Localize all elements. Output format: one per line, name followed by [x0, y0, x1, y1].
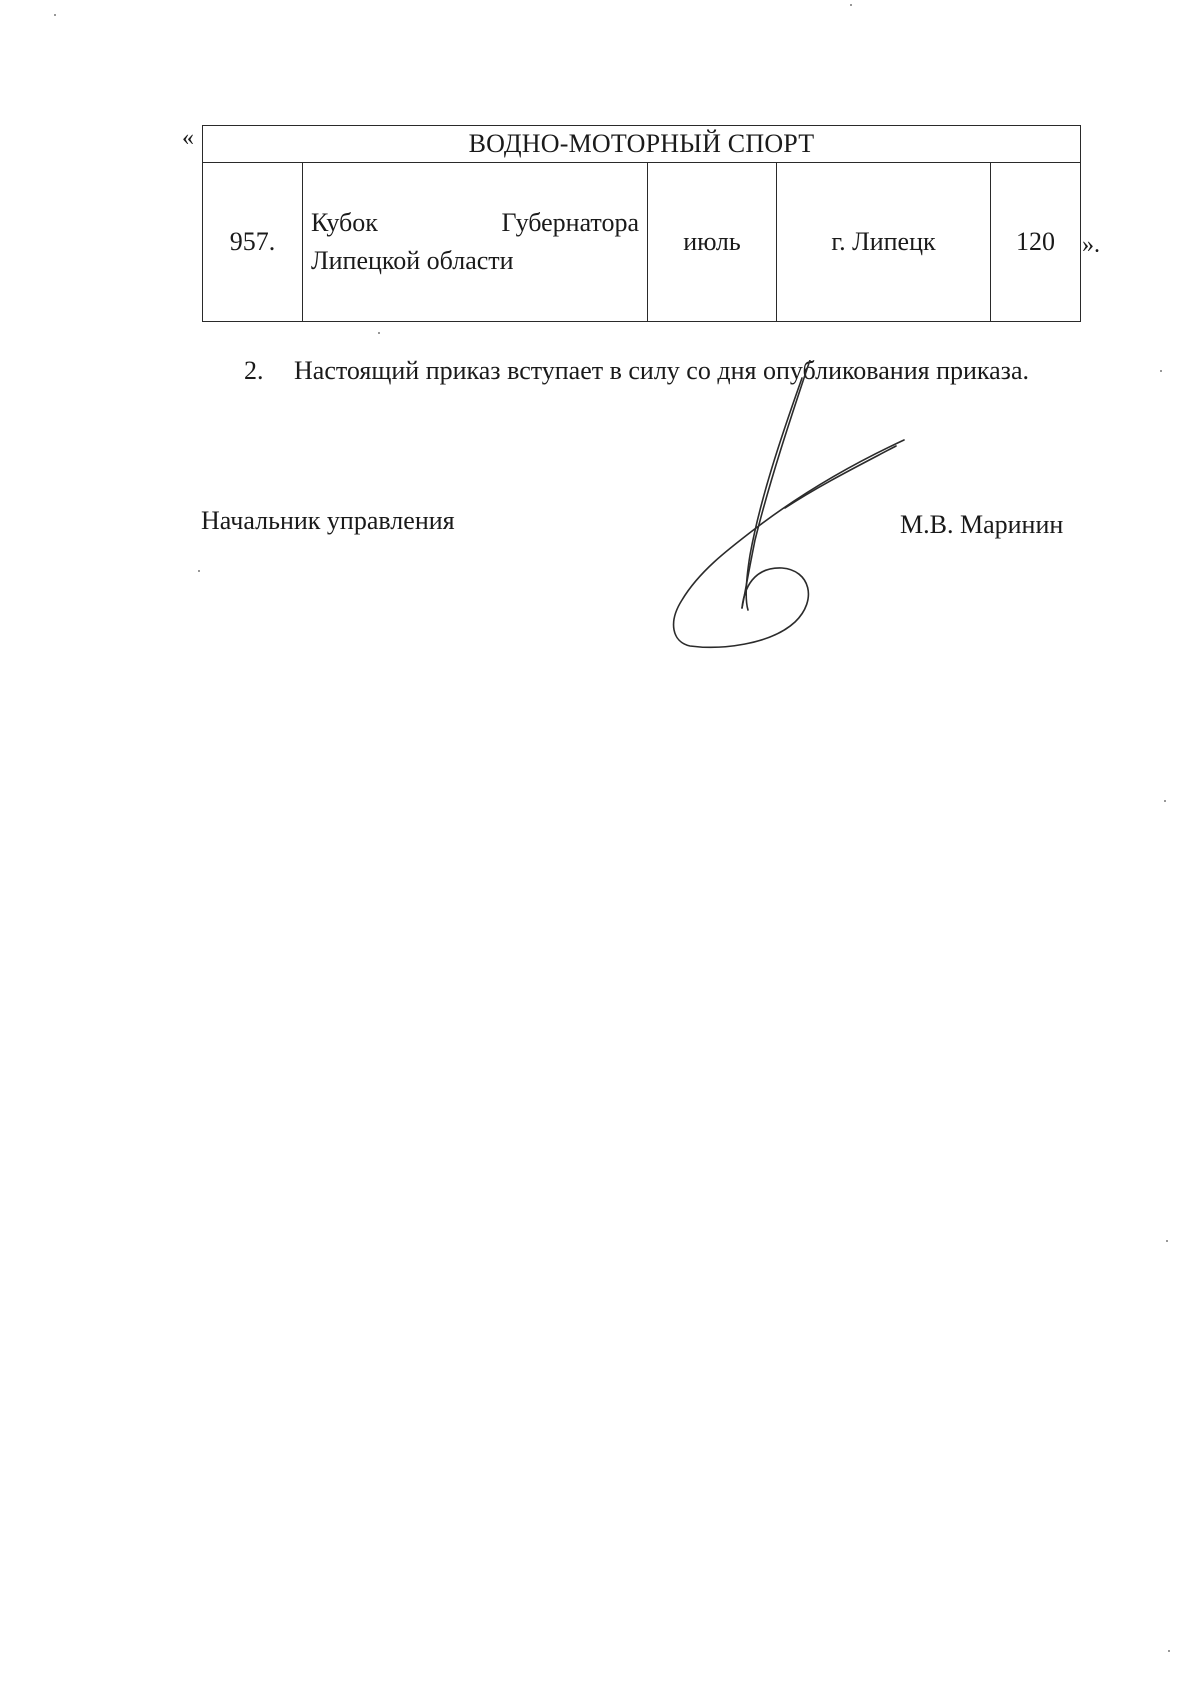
scan-speck [1160, 370, 1162, 372]
scan-speck [1168, 1650, 1170, 1652]
signatory-name: М.В. Маринин [900, 510, 1064, 539]
event-name [303, 163, 648, 322]
scan-speck [378, 332, 380, 334]
events-table [202, 125, 1081, 322]
closing-quote: ». [1082, 232, 1100, 258]
opening-quote: « [182, 125, 194, 151]
handwritten-signature [660, 360, 920, 660]
event-participants: 120 [991, 163, 1081, 322]
signature-stroke [785, 446, 896, 508]
scan-speck [54, 14, 56, 16]
signatory-position: Начальник управления [201, 506, 455, 535]
paragraph-number: 2. [244, 356, 264, 385]
event-month: июль [648, 163, 777, 322]
event-place: г. Липецк [777, 163, 991, 322]
signature-stroke [742, 360, 810, 608]
paragraph-text: Настоящий приказ вступает в силу со дня опубликования приказа. [294, 356, 1029, 385]
scan-speck [1166, 1240, 1168, 1242]
signature-stroke [674, 440, 904, 647]
scan-speck [1164, 800, 1166, 802]
event-name-word1: Кубок [311, 208, 378, 237]
signature-stroke [746, 378, 802, 610]
scan-speck [850, 4, 852, 6]
event-name-word2: Губернатора [501, 208, 639, 237]
table-row [203, 163, 1081, 322]
scan-speck [198, 570, 200, 572]
event-number: 957. [203, 163, 303, 322]
section-header-row [203, 126, 1081, 163]
event-name-line2: Липецкой области [311, 246, 514, 275]
section-title: ВОДНО-МОТОРНЫЙ СПОРТ [203, 126, 1081, 163]
